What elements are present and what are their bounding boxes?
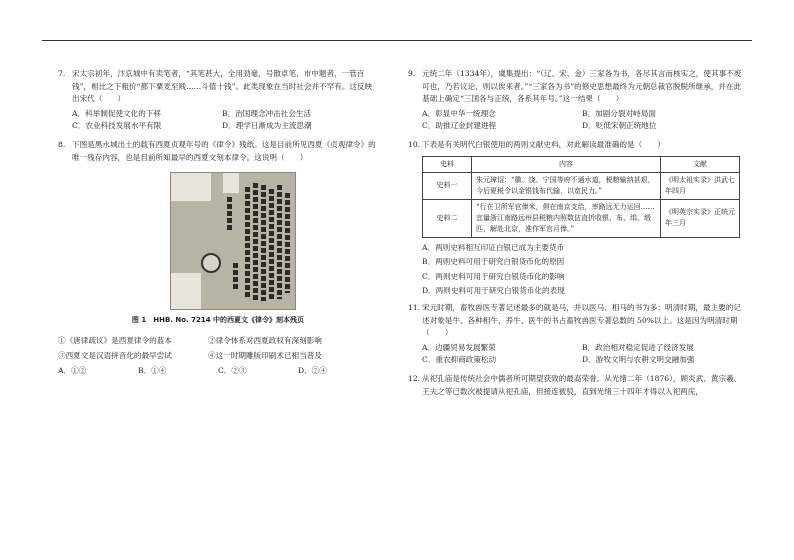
question-text: 宋元时期，畜牧兽医专著记述最多的就是马，并以医马、相马的书为多；明清时期，最主要的记述对象是牛、各种相牛、养牛、医牛的书占畜牧兽医专著总数的 50%以上。这是因为明清时期（ ）: [422, 302, 741, 338]
left-column: [58, 68, 378, 382]
table-cell: 朱元璋诏：“徽、饶、宁国等府不通水道，税粮输纳甚艰，今后夏税令以金银钱布代输，以宽民力。”: [472, 172, 661, 199]
question-number: 10.: [408, 139, 421, 149]
option-c[interactable]: C．两则史料可用于研究白银货币化的影响: [422, 271, 565, 281]
question-9: [408, 68, 746, 133]
table-cell: 《明英宗实录》正统元年三月: [661, 199, 740, 237]
table-row: [423, 172, 740, 199]
question-stem: [58, 139, 378, 164]
option-d[interactable]: D．两则史料可用于研究白银货币化的表现: [422, 286, 565, 296]
question-12: [408, 373, 746, 398]
statement-item: ③西夏文是汉语拼音化的最早尝试: [58, 351, 172, 361]
question-number: 9.: [408, 69, 416, 78]
option-d[interactable]: D．理学日渐成为主流思潮: [222, 121, 312, 131]
question-text: 从祀孔庙是传统社会中儒者所可期望获致的最高荣誉。从光绪二年（1876），顾炎武、黄宗羲、王夫之等已数次被提请从祀孔庙，但接连被驳，直到光绪三十四年才得以入祀两庑，: [422, 373, 742, 396]
question-number: 7.: [58, 69, 66, 78]
option-a[interactable]: A．边疆贸易发展繁荣: [422, 342, 496, 352]
question-stem: [408, 68, 746, 106]
option-b[interactable]: B．治国理念冲击社会生活: [222, 108, 312, 118]
question-stem: [408, 373, 746, 398]
statement-item: ④这一时期雕版印刷术已相当普及: [208, 351, 322, 361]
option-a[interactable]: A．科举制促使文化的下移: [72, 108, 162, 118]
option-c[interactable]: C．重农抑商政策松动: [422, 355, 497, 365]
table-cell: 史料一: [423, 172, 472, 199]
option-d[interactable]: D．游牧文明与农耕文明交融加强: [582, 355, 695, 365]
option-b[interactable]: B．政治相对稳定促进了经济发展: [582, 342, 694, 352]
question-number: 11.: [408, 302, 421, 312]
header-rule: [42, 40, 752, 41]
option-b[interactable]: B．加剧分裂对峙局面: [582, 108, 656, 118]
answer-options: [408, 108, 746, 133]
question-text: 宋太宗初年，汴京城中有卖笔者，“其笔甚大，全用劲毫，号散卓笔，市中题者，一管百钱”，相比之下粗价“都下粟麦至贱……斗值十钱”。此类现象在当时社会并不罕有。这反映出宋代（ ）: [72, 69, 373, 104]
option-d[interactable]: D．贬低宋朝正统地位: [582, 121, 657, 131]
question-text: 元统二年（1334年），虞集提出：“（辽、宋、金）三家各为书，各尽其言而核实之，使其事不废可也，乃若议论，则以俟来者。”“三家各为书”的修史思想最终为元朝总裁官脱脱所继承，并在此基础上确定“三国各与正统，各系其年号。”这一结果（ ）: [422, 69, 742, 104]
question-stem: [408, 302, 746, 340]
answer-options: [408, 242, 746, 298]
question-number: 12.: [408, 373, 421, 383]
question-11: [408, 302, 746, 367]
question-stem: [408, 139, 746, 152]
table-cell: 《明太祖实录》洪武七年四月: [661, 172, 740, 199]
answer-options: [58, 108, 378, 133]
option-a[interactable]: A．两则史料相互印证白银已成为主要货币: [422, 242, 565, 252]
statement-list: [58, 335, 378, 363]
option-c[interactable]: C．助推辽金封建进程: [422, 121, 497, 131]
option-b[interactable]: B．①④: [138, 365, 167, 375]
statement-item: ①《唐律疏议》是西夏律令的蓝本: [58, 335, 172, 345]
figure-caption: 图 1 HHB. No. 7214 中的西夏文《律令》刻本残页: [131, 316, 305, 325]
question-10: [408, 139, 746, 298]
tangut-manuscript-image: [170, 172, 296, 310]
option-a[interactable]: A．彰显中华一统理念: [422, 108, 496, 118]
question-stem: [58, 68, 378, 106]
table-header-row: [423, 156, 740, 172]
table-cell: “行在卫所军官俸米，俱在南京支给，率路远无力运回……宜量浙江南路远州县税粮内照数估直折收银、布、绢、缎匹，解赴北京，准作军官月俸。”: [472, 199, 661, 237]
question-8: [58, 139, 378, 378]
table-header: 史料: [423, 156, 472, 172]
table-row: [423, 199, 740, 237]
question-text: 下表是有关明代白银使用的两则文献史料，对此解读最准确的是（ ）: [422, 139, 665, 149]
right-column: [408, 68, 746, 400]
option-b[interactable]: B．两则史料可用于研究白银货币化的原因: [422, 257, 565, 267]
answer-options: [408, 342, 746, 367]
question-7: [58, 68, 378, 133]
statement-item: ②律令体系对西夏政权有深刻影响: [208, 335, 322, 345]
seal-mark: [201, 253, 221, 273]
option-c[interactable]: C．②③: [218, 365, 247, 375]
table-header: 文献: [661, 156, 740, 172]
table-cell: 史料二: [423, 199, 472, 237]
option-c[interactable]: C．农业科技发展水平有限: [72, 121, 162, 131]
source-table: [422, 156, 740, 238]
question-text: 下图是黑水城出土的载有西夏贞观年号的《律令》残纸。这是目前所见西夏《贞观律令》的唯一残存内容，也是目前所知最早的西夏文刻本律令。这说明（ ）: [72, 139, 376, 162]
question-number: 8.: [58, 139, 66, 149]
table-header: 内容: [472, 156, 661, 172]
option-a[interactable]: A．①②: [58, 365, 87, 375]
option-d[interactable]: D．②④: [298, 365, 327, 375]
answer-options: [58, 365, 378, 378]
